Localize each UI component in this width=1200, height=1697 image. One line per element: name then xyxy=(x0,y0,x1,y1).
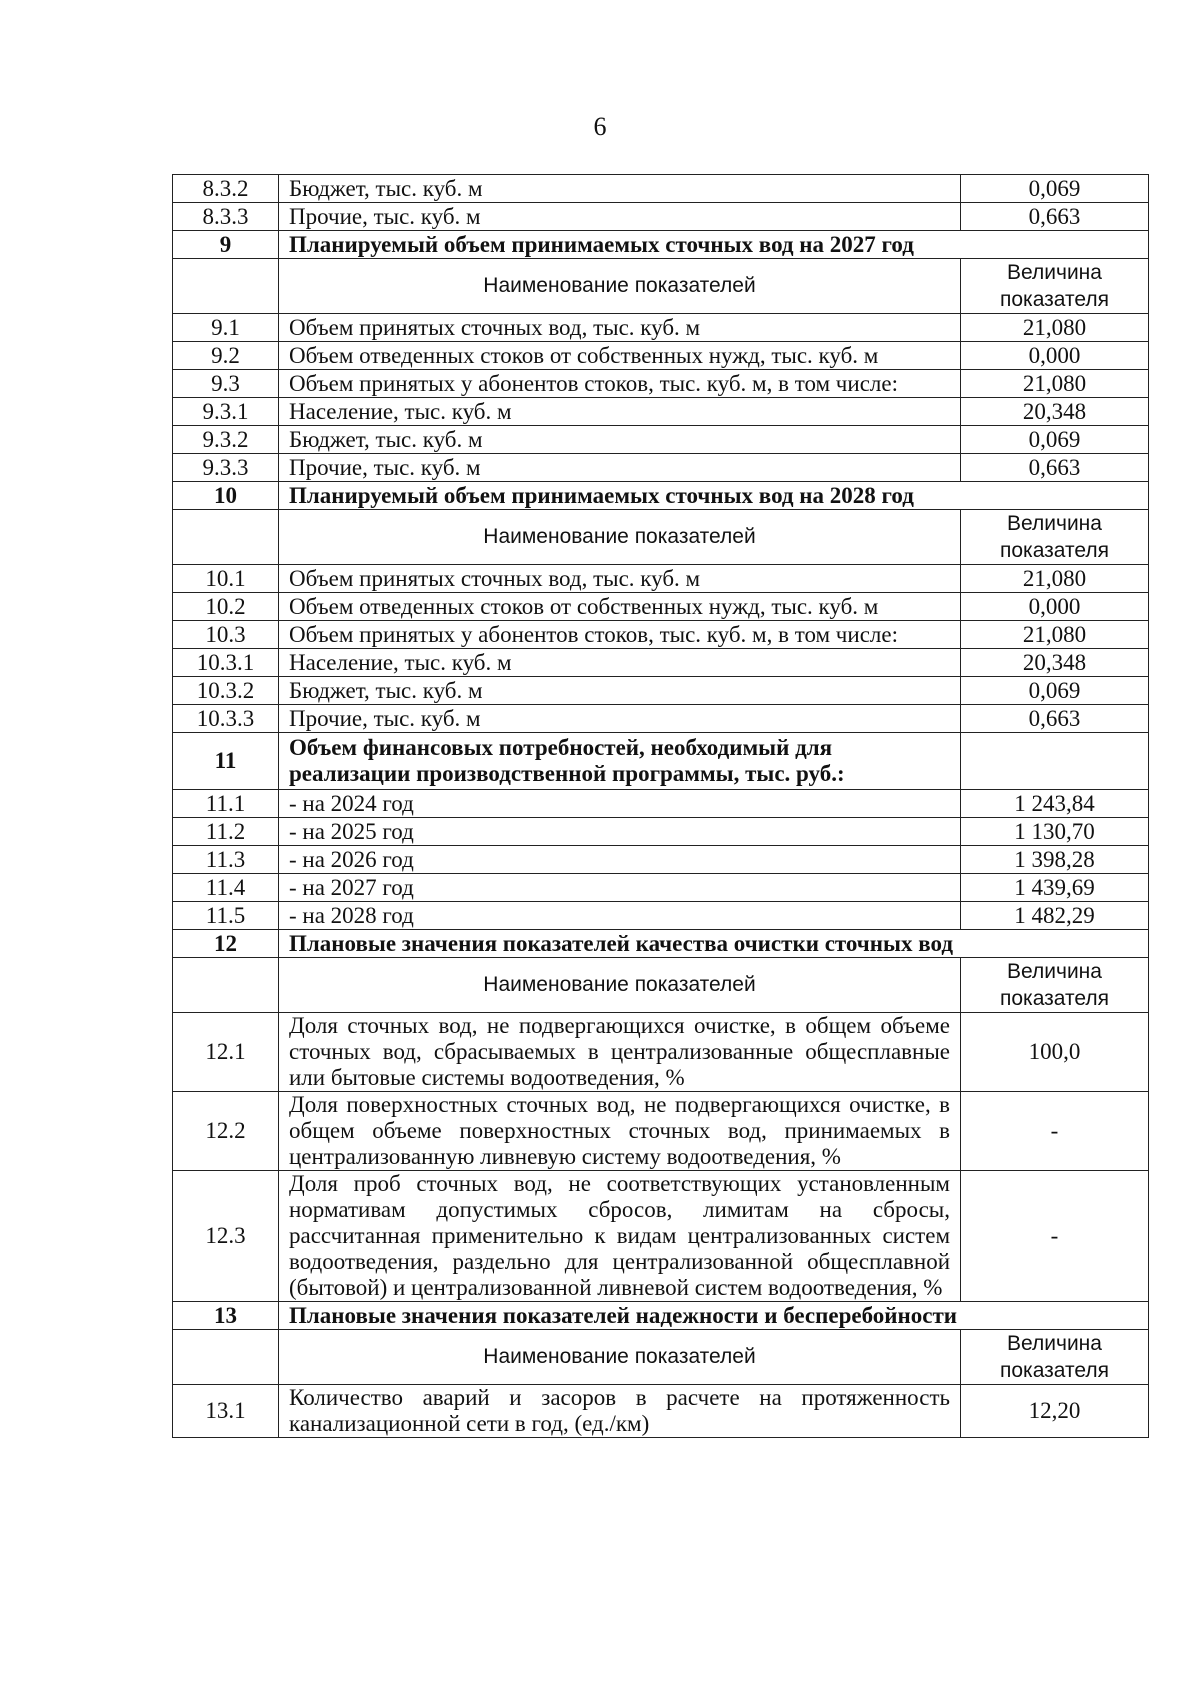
row-number: 11.1 xyxy=(173,790,279,818)
table-row xyxy=(173,1171,1149,1302)
row-number: 10.3.2 xyxy=(173,677,279,705)
row-number: 9.1 xyxy=(173,314,279,342)
section-number: 11 xyxy=(173,733,279,790)
header-name: Наименование показателей xyxy=(279,510,961,565)
table-row xyxy=(173,175,1149,203)
row-name: Объем принятых сточных вод, тыс. куб. м xyxy=(279,314,961,342)
row-name: Прочие, тыс. куб. м xyxy=(279,203,961,231)
row-value: 21,080 xyxy=(961,621,1149,649)
row-number: 8.3.3 xyxy=(173,203,279,231)
row-value: 20,348 xyxy=(961,398,1149,426)
header-value: Величина показателя xyxy=(961,958,1149,1013)
row-value: 12,20 xyxy=(961,1385,1149,1438)
row-number: 12.2 xyxy=(173,1092,279,1171)
row-name: - на 2025 год xyxy=(279,818,961,846)
section-number: 9 xyxy=(173,231,279,259)
row-number: 11.2 xyxy=(173,818,279,846)
table-row xyxy=(173,1385,1149,1438)
header-blank xyxy=(173,958,279,1013)
row-value: 100,0 xyxy=(961,1013,1149,1092)
row-value: 20,348 xyxy=(961,649,1149,677)
section-title: Планируемый объем принимаемых сточных вод на 2027 год xyxy=(279,231,1149,259)
row-value: 21,080 xyxy=(961,370,1149,398)
table-row xyxy=(173,705,1149,733)
section-row-12 xyxy=(173,930,1149,958)
row-number: 9.2 xyxy=(173,342,279,370)
row-name: Количество аварий и засоров в расчете на протяженность канализационной сети в год, (ед./км) xyxy=(279,1385,961,1438)
row-value: - xyxy=(961,1171,1149,1302)
row-number: 10.2 xyxy=(173,593,279,621)
table-row xyxy=(173,874,1149,902)
header-value: Величина показателя xyxy=(961,510,1149,565)
table-row xyxy=(173,1013,1149,1092)
row-number: 10.3.1 xyxy=(173,649,279,677)
section-title: Плановые значения показателей надежности и бесперебойности xyxy=(279,1302,1149,1330)
table-row xyxy=(173,818,1149,846)
row-name: Доля сточных вод, не подвергающихся очистке, в общем объеме сточных вод, сбрасываемых в централизованные общесплавные или бытовые системы водоотведения, % xyxy=(279,1013,961,1092)
row-name: Население, тыс. куб. м xyxy=(279,649,961,677)
section-row-11 xyxy=(173,733,1149,790)
table-row xyxy=(173,370,1149,398)
row-value: 0,069 xyxy=(961,677,1149,705)
table-row xyxy=(173,677,1149,705)
indicators-table xyxy=(172,174,1149,1438)
row-number: 9.3 xyxy=(173,370,279,398)
page-number: 6 xyxy=(593,112,607,141)
row-value: 0,069 xyxy=(961,175,1149,203)
row-name: Бюджет, тыс. куб. м xyxy=(279,175,961,203)
row-name: - на 2024 год xyxy=(279,790,961,818)
row-number: 9.3.3 xyxy=(173,454,279,482)
row-number: 11.3 xyxy=(173,846,279,874)
header-name: Наименование показателей xyxy=(279,1330,961,1385)
row-name: Объем отведенных стоков от собственных нужд, тыс. куб. м xyxy=(279,342,961,370)
row-number: 12.3 xyxy=(173,1171,279,1302)
row-number: 11.4 xyxy=(173,874,279,902)
row-value: 1 130,70 xyxy=(961,818,1149,846)
table-row xyxy=(173,203,1149,231)
row-name: Население, тыс. куб. м xyxy=(279,398,961,426)
section-row-9 xyxy=(173,231,1149,259)
row-value: 1 398,28 xyxy=(961,846,1149,874)
table-row xyxy=(173,1092,1149,1171)
table-row xyxy=(173,454,1149,482)
column-header-row xyxy=(173,958,1149,1013)
row-value: 21,080 xyxy=(961,314,1149,342)
table-row xyxy=(173,902,1149,930)
table-row xyxy=(173,398,1149,426)
header-blank xyxy=(173,1330,279,1385)
row-name: Бюджет, тыс. куб. м xyxy=(279,677,961,705)
row-name: Прочие, тыс. куб. м xyxy=(279,454,961,482)
row-value: 0,663 xyxy=(961,705,1149,733)
row-value: 1 439,69 xyxy=(961,874,1149,902)
table-row xyxy=(173,565,1149,593)
row-name: Бюджет, тыс. куб. м xyxy=(279,426,961,454)
row-number: 9.3.2 xyxy=(173,426,279,454)
row-value: 0,000 xyxy=(961,342,1149,370)
row-name: Прочие, тыс. куб. м xyxy=(279,705,961,733)
row-name: Объем принятых сточных вод, тыс. куб. м xyxy=(279,565,961,593)
row-value: 1 243,84 xyxy=(961,790,1149,818)
header-name: Наименование показателей xyxy=(279,259,961,314)
section-row-10 xyxy=(173,482,1149,510)
column-header-row xyxy=(173,259,1149,314)
section-title: Плановые значения показателей качества очистки сточных вод xyxy=(279,930,1149,958)
section-title: Планируемый объем принимаемых сточных вод на 2028 год xyxy=(279,482,1149,510)
table-row xyxy=(173,314,1149,342)
row-number: 8.3.2 xyxy=(173,175,279,203)
row-number: 10.1 xyxy=(173,565,279,593)
table-row xyxy=(173,342,1149,370)
row-value: 1 482,29 xyxy=(961,902,1149,930)
row-number: 13.1 xyxy=(173,1385,279,1438)
section-number: 12 xyxy=(173,930,279,958)
row-value: 21,080 xyxy=(961,565,1149,593)
row-name: Объем принятых у абонентов стоков, тыс. куб. м, в том числе: xyxy=(279,370,961,398)
row-name: - на 2028 год xyxy=(279,902,961,930)
header-name: Наименование показателей xyxy=(279,958,961,1013)
table-row xyxy=(173,790,1149,818)
header-value: Величина показателя xyxy=(961,259,1149,314)
row-name: - на 2027 год xyxy=(279,874,961,902)
table-row xyxy=(173,426,1149,454)
row-value: 0,000 xyxy=(961,593,1149,621)
section-value-blank xyxy=(961,733,1149,790)
row-name: Объем принятых у абонентов стоков, тыс. куб. м, в том числе: xyxy=(279,621,961,649)
row-value: 0,663 xyxy=(961,203,1149,231)
row-number: 11.5 xyxy=(173,902,279,930)
row-name: Объем отведенных стоков от собственных нужд, тыс. куб. м xyxy=(279,593,961,621)
column-header-row xyxy=(173,1330,1149,1385)
header-blank xyxy=(173,510,279,565)
row-number: 10.3 xyxy=(173,621,279,649)
section-number: 10 xyxy=(173,482,279,510)
header-blank xyxy=(173,259,279,314)
header-value: Величина показателя xyxy=(961,1330,1149,1385)
row-number: 12.1 xyxy=(173,1013,279,1092)
row-number: 9.3.1 xyxy=(173,398,279,426)
table-row xyxy=(173,593,1149,621)
row-name: Доля поверхностных сточных вод, не подвергающихся очистке, в общем объеме поверхностных сточных вод, принимаемых в централизованную ливневую систему водоотведения, % xyxy=(279,1092,961,1171)
table-row xyxy=(173,846,1149,874)
row-name: - на 2026 год xyxy=(279,846,961,874)
section-row-13 xyxy=(173,1302,1149,1330)
section-title: Объем финансовых потребностей, необходимый для реализации производственной программы, тыс. руб.: xyxy=(279,733,961,790)
row-value: 0,663 xyxy=(961,454,1149,482)
row-value: 0,069 xyxy=(961,426,1149,454)
column-header-row xyxy=(173,510,1149,565)
table-row xyxy=(173,621,1149,649)
table-row xyxy=(173,649,1149,677)
row-value: - xyxy=(961,1092,1149,1171)
row-name: Доля проб сточных вод, не соответствующих установленным нормативам допустимых сбросов, лимитам на сбросы, рассчитанная применительно к видам централизованных систем водоотведения, раздельно для централизованной общесплавной (бытовой) и централизованной ливневой систем водоотведения, % xyxy=(279,1171,961,1302)
row-number: 10.3.3 xyxy=(173,705,279,733)
section-number: 13 xyxy=(173,1302,279,1330)
